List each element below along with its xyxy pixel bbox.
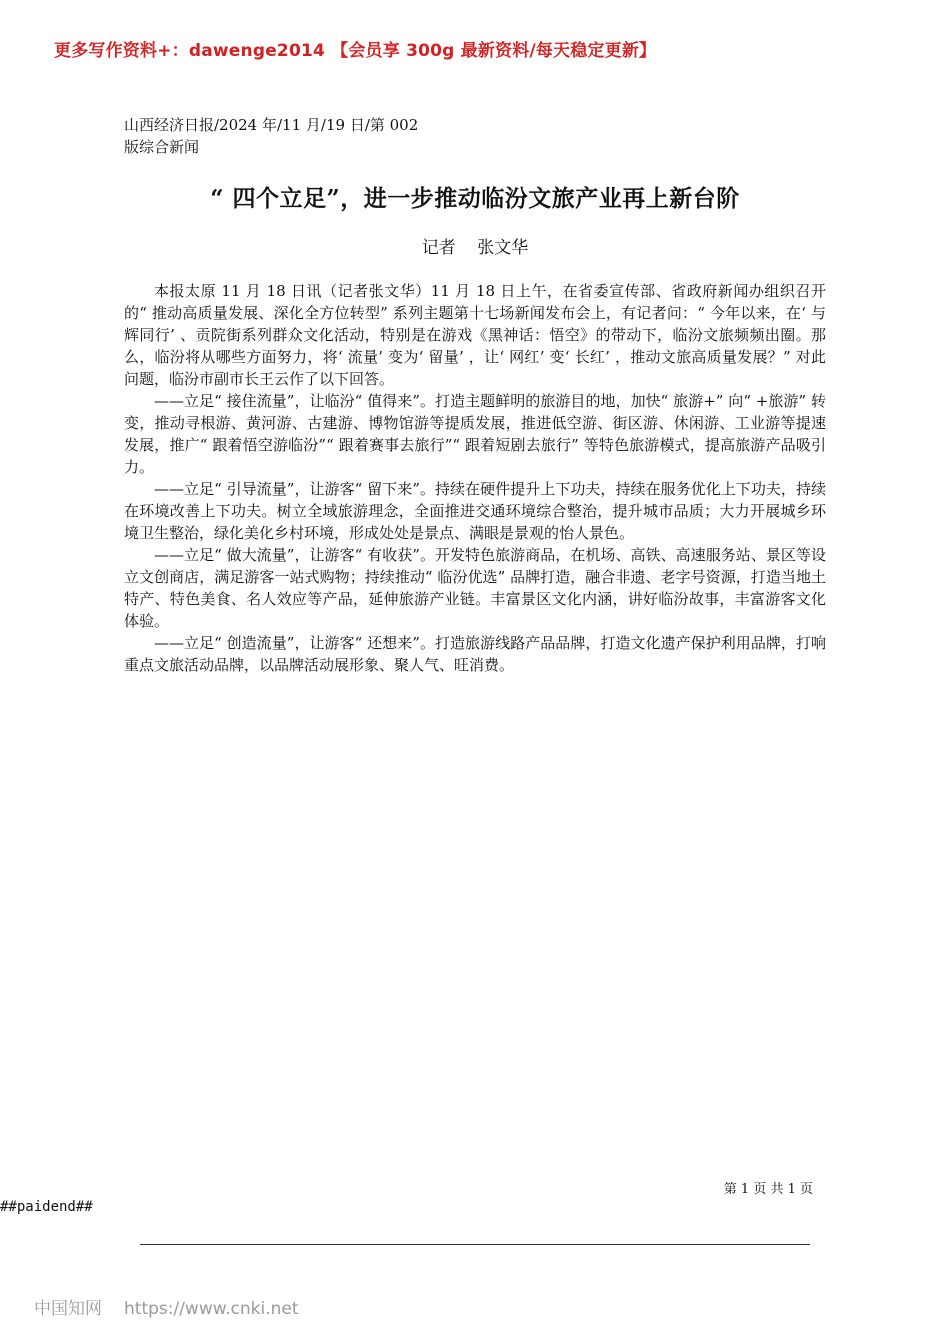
source-line-2: 版综合新闻 [124,138,200,156]
article-title: “ 四个立足”，进一步推动临汾文旅产业再上新台阶 [210,185,740,212]
paragraph: ——立足“ 引导流量”，让游客“ 留下来”。持续在硬件提升上下功夫，持续在服务优化上下功夫，持续在环境改善上下功夫。树立全域旅游理念，全面推进交通环境综合整治，提升城市品质；大力开展城乡环境卫生整治，绿化美化乡村环境，形成处处是景点、满眼是景观的怡人景色。 [124,480,826,542]
paragraph: 本报太原 11 月 18 日讯（记者张文华）11 月 18 日上午，在省委宣传部、省政府新闻办组织召开的“ 推动高质量发展、深化全方位转型” 系列主题第十七场新闻发布会上，有记者问：“ 今年以来，在‘ 与辉同行’ 、贡院街系列群众文化活动，特别是在游戏《黑神话：悟空》的带动下，临汾文旅频频出圈。那么，临汾将从哪些方面努力，将‘ 流量’ 变为‘ 留量’ ，让‘ 网红’ 变‘ 长红’ ，推动文旅高质量发展？” 对此问题，临汾市副市长王云作了以下回答。 [124,282,826,388]
cnki-url: https://www.cnki.net [124,1299,299,1319]
source-citation [124,114,444,158]
footer-watermark [34,1294,320,1319]
paragraph: ——立足“ 做大流量”，让游客“ 有收获”。开发特色旅游商品，在机场、高铁、高速服务站、景区等设立文创商店，满足游客一站式购物；持续推动“ 临汾优选” 品牌打造，融合非遗、老字号资源，打造当地土特产、特色美食、名人效应等产品，延伸旅游产业链。丰富景区文化内涵，讲好临汾故事，丰富游客文化体验。 [124,546,826,630]
footer-divider [140,1244,810,1245]
article-body [124,280,826,676]
source-line-1: 山西经济日报/2024 年/11 月/19 日/第 002 [124,116,419,134]
article-byline: 记者 张文华 [421,238,529,258]
paragraph: ——立足“ 接住流量”，让临汾“ 值得来”。打造主题鲜明的旅游目的地，加快“ 旅游+” 向“ +旅游” 转变，推动寻根游、黄河游、古建游、博物馆游等提质发展，推进低空游、街区游、休闲游、工业游等提速发展，推广“ 跟着悟空游临汾”“ 跟着赛事去旅行”“ 跟着短剧去旅行” 等特色旅游模式，提高旅游产品吸引力。 [124,392,826,476]
paragraph: ——立足“ 创造流量”，让游客“ 还想来”。打造旅游线路产品品牌，打造文化遗产保护利用品牌，打响重点文旅活动品牌，以品牌活动展形象、聚人气、旺消费。 [124,634,826,674]
cnki-brand: 中国知网 [34,1299,102,1319]
paidend-marker: ##paidend## [0,1199,93,1215]
promo-banner: 更多写作资料+：dawenge2014 【会员享 300g 最新资料/每天稳定更新】 [54,41,657,61]
page-number: 第 1 页 共 1 页 [723,1182,813,1197]
